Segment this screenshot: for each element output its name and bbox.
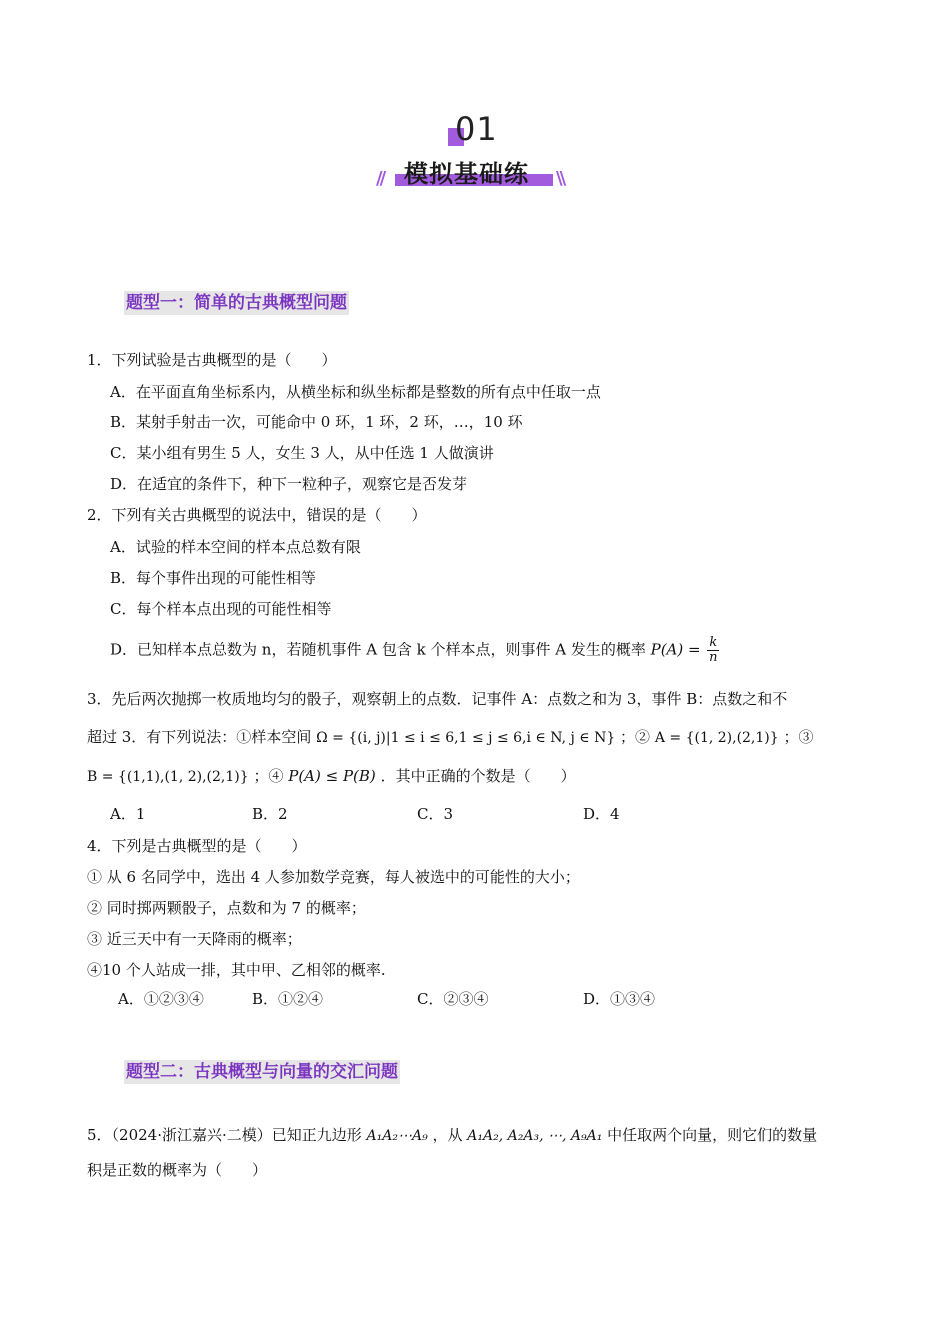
question-5-prefix: 5．（2024·浙江嘉兴·二模）已知正九边形 <box>87 1126 362 1144</box>
header-number: 01 <box>455 110 498 148</box>
probability-inequality: P(A) ≤ P(B) <box>288 767 376 785</box>
section-title-1: 题型一：简单的古典概型问题 <box>126 293 347 313</box>
question-4-item-4: ④10 个人站成一排，其中甲、乙相邻的概率. <box>87 961 386 979</box>
vector-list-formula: A₁A₂, A₂A₃, ⋯, A₉A₁ <box>467 1128 603 1144</box>
question-1-stem: 1．下列试验是古典概型的是（ ） <box>87 351 337 369</box>
question-4-option-a: A．①②③④ <box>118 990 204 1008</box>
fraction-denominator: n <box>709 650 718 665</box>
question-2-option-d-text: D．已知样本点总数为 n，若随机事件 A 包含 k 个样本点，则事件 A 发生的概率 <box>110 640 646 659</box>
question-3-tail: ．其中正确的个数是（ ） <box>380 767 576 785</box>
question-5-tail: 中任取两个向量，则它们的数量 <box>607 1126 818 1144</box>
question-3-option-b: B．2 <box>252 805 288 823</box>
question-3-line-1: 3．先后两次抛掷一枚质地均匀的骰子，观察朝上的点数．记事件 A：点数之和为 3，事件 B：点数之和不 <box>87 690 788 708</box>
fraction-k-over-n <box>707 636 719 665</box>
fraction-numerator: k <box>709 635 718 650</box>
question-4-option-b: B．①②④ <box>252 990 324 1008</box>
question-5-mid: ，从 <box>432 1126 463 1144</box>
question-5-line-1 <box>87 1125 817 1146</box>
set-b-formula: B = {(1,1),(1, 2),(2,1)} <box>87 769 249 785</box>
question-5-line-2: 积是正数的概率为（ ） <box>87 1161 268 1179</box>
question-2-option-c: C．每个样本点出现的可能性相等 <box>110 600 332 618</box>
statement-3-marker: ；③ <box>783 728 814 746</box>
section-title-2: 题型二：古典概型与向量的交汇问题 <box>126 1062 398 1082</box>
question-4-option-d: D．①③④ <box>583 990 656 1008</box>
question-2-option-b: B．每个事件出现的可能性相等 <box>110 569 317 587</box>
right-slash-decoration: \\ <box>556 168 564 189</box>
question-3-option-a: A．1 <box>110 805 146 823</box>
header-title: 模拟基础练 <box>404 160 529 188</box>
question-4-option-c: C．②③④ <box>417 990 489 1008</box>
question-2-option-d <box>110 636 719 665</box>
probability-formula: P(A) = <box>650 640 701 659</box>
statement-4-marker: ；④ <box>253 767 284 785</box>
left-slash-decoration: // <box>376 168 384 189</box>
question-4-item-3: ③ 近三天中有一天降雨的概率； <box>87 930 302 948</box>
question-1-option-a: A．在平面直角坐标系内，从横坐标和纵坐标都是整数的所有点中任取一点 <box>110 383 601 401</box>
statement-2-marker: ；② <box>620 728 651 746</box>
question-1-option-b: B．某射手射击一次，可能命中 0 环，1 环，2 环，…，10 环 <box>110 413 523 431</box>
set-a-formula: A = {(1, 2),(2,1)} <box>654 730 779 746</box>
question-3-line-2-text: 超过 3．有下列说法：①样本空间 <box>87 728 312 746</box>
question-3-option-c: C．3 <box>417 805 454 823</box>
sample-space-formula: Ω = {(i, j)|1 ≤ i ≤ 6,1 ≤ j ≤ 6,i ∈ N, j ∈ N} <box>316 730 616 746</box>
question-2-option-a: A．试验的样本空间的样本点总数有限 <box>110 538 361 556</box>
question-2-stem: 2．下列有关古典概型的说法中，错误的是（ ） <box>87 506 427 524</box>
question-4-item-2: ② 同时掷两颗骰子，点数和为 7 的概率； <box>87 899 366 917</box>
polygon-formula: A₁A₂⋯A₉ <box>366 1128 428 1144</box>
question-1-option-c: C．某小组有男生 5 人，女生 3 人，从中任选 1 人做演讲 <box>110 444 494 462</box>
question-3-line-2 <box>87 727 813 748</box>
question-1-option-d: D．在适宜的条件下，种下一粒种子，观察它是否发芽 <box>110 475 468 493</box>
question-3-option-d: D．4 <box>583 805 620 823</box>
question-3-line-3 <box>87 766 576 787</box>
question-4-stem: 4．下列是古典概型的是（ ） <box>87 837 307 855</box>
question-4-item-1: ① 从 6 名同学中，选出 4 人参加数学竞赛，每人被选中的可能性的大小； <box>87 868 580 886</box>
